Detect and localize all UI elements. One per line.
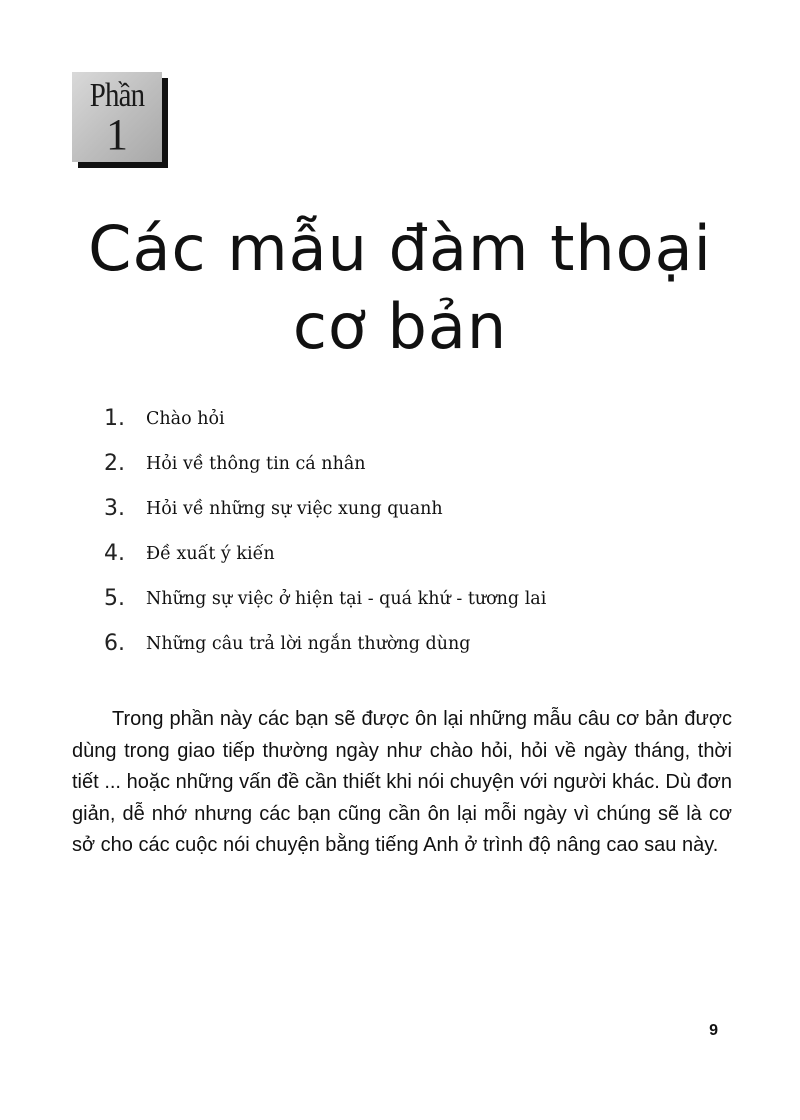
title-line-1: Các mẫu đàm thoại [88,212,712,285]
title-line-2: cơ bản [292,290,508,363]
topic-label: Hỏi về những sự việc xung quanh [146,498,443,519]
list-item [104,531,546,576]
topic-label: Chào hỏi [146,408,225,429]
topic-label: Đề xuất ý kiến [146,543,275,564]
part-number: 1 [106,110,128,159]
page-number: 9 [709,1022,718,1039]
part-badge [72,72,162,162]
topic-number: 3. [104,496,125,521]
list-item [104,621,546,666]
topic-label: Những sự việc ở hiện tại - quá khứ - tương lai [146,588,547,609]
list-item [104,486,546,531]
intro-paragraph: Trong phần này các bạn sẽ được ôn lại những mẫu câu cơ bản được dùng trong giao tiếp thường ngày như chào hỏi, hỏi về ngày tháng, thời tiết ... hoặc những vấn đề cần thiết khi nói chuyện với người khác. Dù đơn giản, dễ nhớ nhưng các bạn cũng cần ôn lại mỗi ngày vì chúng sẽ là cơ sở cho các cuộc nói chuyện bằng tiếng Anh ở trình độ nâng cao sau này. [72,708,732,856]
page-title [60,210,740,366]
topic-label: Hỏi về thông tin cá nhân [146,453,366,474]
topic-label: Những câu trả lời ngắn thường dùng [146,633,471,654]
topic-number: 2. [104,451,125,476]
topic-number: 4. [104,541,125,566]
topic-number: 6. [104,631,125,656]
list-item [104,576,546,621]
topic-number: 5. [104,586,125,611]
list-item [104,396,546,441]
part-label: Phần [89,77,145,114]
topic-list [104,396,546,666]
topic-number: 1. [104,406,125,431]
list-item [104,441,546,486]
